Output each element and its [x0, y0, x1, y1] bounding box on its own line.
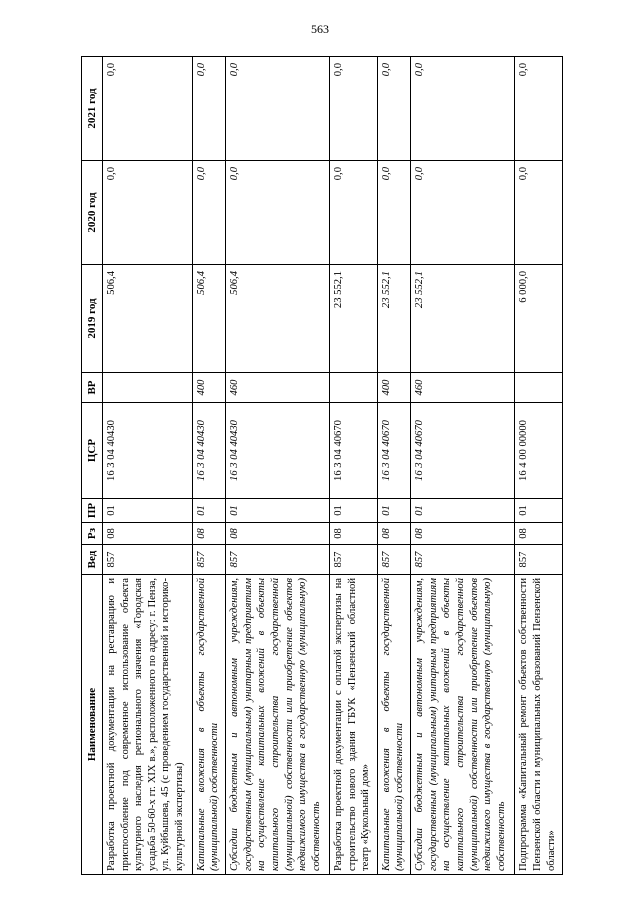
row-2020: 0,0 [226, 161, 330, 265]
row-vr: 400 [377, 373, 410, 403]
row-csr: 16 3 04 40430 [103, 403, 193, 499]
row-2020: 0,0 [192, 161, 225, 265]
row-csr: 16 3 04 40670 [411, 403, 515, 499]
table-row [192, 57, 225, 875]
row-2019: 23 552,1 [377, 265, 410, 373]
row-vr: 460 [411, 373, 515, 403]
row-name: Субсидии бюджетным и автономным учреждениям, государственным (муниципальным) унитарным предприятиям на осуществление капитальных вложений в объекты капитального строительства государственной (муниципальной) собственности или приобретение объектов недвижимого имущества в государственную (муниципальную) собственность [226, 575, 330, 875]
row-rz: 08 [192, 523, 225, 545]
table-row [103, 57, 193, 875]
row-vr [515, 373, 563, 403]
row-2020: 0,0 [103, 161, 193, 265]
table-row [330, 57, 378, 875]
row-2021: 0,0 [411, 57, 515, 161]
row-pr: 01 [515, 499, 563, 523]
row-csr: 16 3 04 40430 [226, 403, 330, 499]
row-2019: 23 552,1 [330, 265, 378, 373]
row-rz: 08 [377, 523, 410, 545]
row-ved: 857 [103, 545, 193, 575]
row-name: Капитальные вложения в объекты государственной (муниципальной) собственности [192, 575, 225, 875]
row-rz: 08 [515, 523, 563, 545]
row-2020: 0,0 [330, 161, 378, 265]
row-pr: 01 [377, 499, 410, 523]
header-name: Наименование [82, 575, 103, 875]
row-ved: 857 [226, 545, 330, 575]
row-2021: 0,0 [226, 57, 330, 161]
table-row [515, 57, 563, 875]
row-pr: 01 [103, 499, 193, 523]
header-2020: 2020 год [82, 161, 103, 265]
row-2020: 0,0 [515, 161, 563, 265]
row-rz: 08 [103, 523, 193, 545]
row-ved: 857 [411, 545, 515, 575]
row-csr: 16 4 00 00000 [515, 403, 563, 499]
row-2019: 23 552,1 [411, 265, 515, 373]
row-2021: 0,0 [330, 57, 378, 161]
header-rz: Рз [82, 523, 103, 545]
header-csr: ЦСР [82, 403, 103, 499]
row-vr [103, 373, 193, 403]
rotated-table-container [81, 57, 563, 875]
row-vr [330, 373, 378, 403]
row-ved: 857 [515, 545, 563, 575]
table-row [411, 57, 515, 875]
row-ved: 857 [330, 545, 378, 575]
row-name: Подпрограмма «Капитальный ремонт объектов собственности Пензенской области и муниципальных образований Пензенской области» [515, 575, 563, 875]
row-2020: 0,0 [411, 161, 515, 265]
row-2019: 506,4 [192, 265, 225, 373]
row-2019: 6 000,0 [515, 265, 563, 373]
row-2021: 0,0 [103, 57, 193, 161]
header-ved: Вед [82, 545, 103, 575]
row-pr: 01 [192, 499, 225, 523]
row-rz: 08 [411, 523, 515, 545]
table-row [226, 57, 330, 875]
row-ved: 857 [377, 545, 410, 575]
row-csr: 16 3 04 40430 [192, 403, 225, 499]
row-pr: 01 [411, 499, 515, 523]
row-vr: 460 [226, 373, 330, 403]
row-csr: 16 3 04 40670 [377, 403, 410, 499]
header-vr: ВР [82, 373, 103, 403]
row-pr: 01 [226, 499, 330, 523]
page-number: 563 [311, 22, 329, 36]
row-2019: 506,4 [226, 265, 330, 373]
header-2019: 2019 год [82, 265, 103, 373]
header-pr: ПР [82, 499, 103, 523]
row-rz: 08 [226, 523, 330, 545]
row-2021: 0,0 [192, 57, 225, 161]
table-row [377, 57, 410, 875]
row-name: Субсидии бюджетным и автономным учреждениям, государственным (муниципальным) унитарным предприятиям на осуществление капитальных вложений в объекты капитального строительства государственной (муниципальной) собственности или приобретение объектов недвижимого имущества в государственную (муниципальную) собственность [411, 575, 515, 875]
row-2020: 0,0 [377, 161, 410, 265]
row-2019: 506,4 [103, 265, 193, 373]
row-vr: 400 [192, 373, 225, 403]
row-2021: 0,0 [377, 57, 410, 161]
budget-table [81, 56, 563, 875]
row-name: Разработка проектной документации с оплатой экспертизы на строительство нового здания ГБУК «Пензенский областной театр «Кукольный дом» [330, 575, 378, 875]
header-2021: 2021 год [82, 57, 103, 161]
row-rz: 08 [330, 523, 378, 545]
row-csr: 16 3 04 40670 [330, 403, 378, 499]
row-pr: 01 [330, 499, 378, 523]
row-2021: 0,0 [515, 57, 563, 161]
row-name: Капитальные вложения в объекты государственной (муниципальной) собственности [377, 575, 410, 875]
row-ved: 857 [192, 545, 225, 575]
table-header-row [82, 57, 103, 875]
row-name: Разработка проектной документации на реставрацию и приспособление под современное использование объекта культурного наследия регионального значения «Городская усадьба 50-60-х гг. XIX в.», расположенного по адресу: г. Пенза, ул. Куйбышева, 45 (с проведением государственной и историко-культурной экспертизы) [103, 575, 193, 875]
